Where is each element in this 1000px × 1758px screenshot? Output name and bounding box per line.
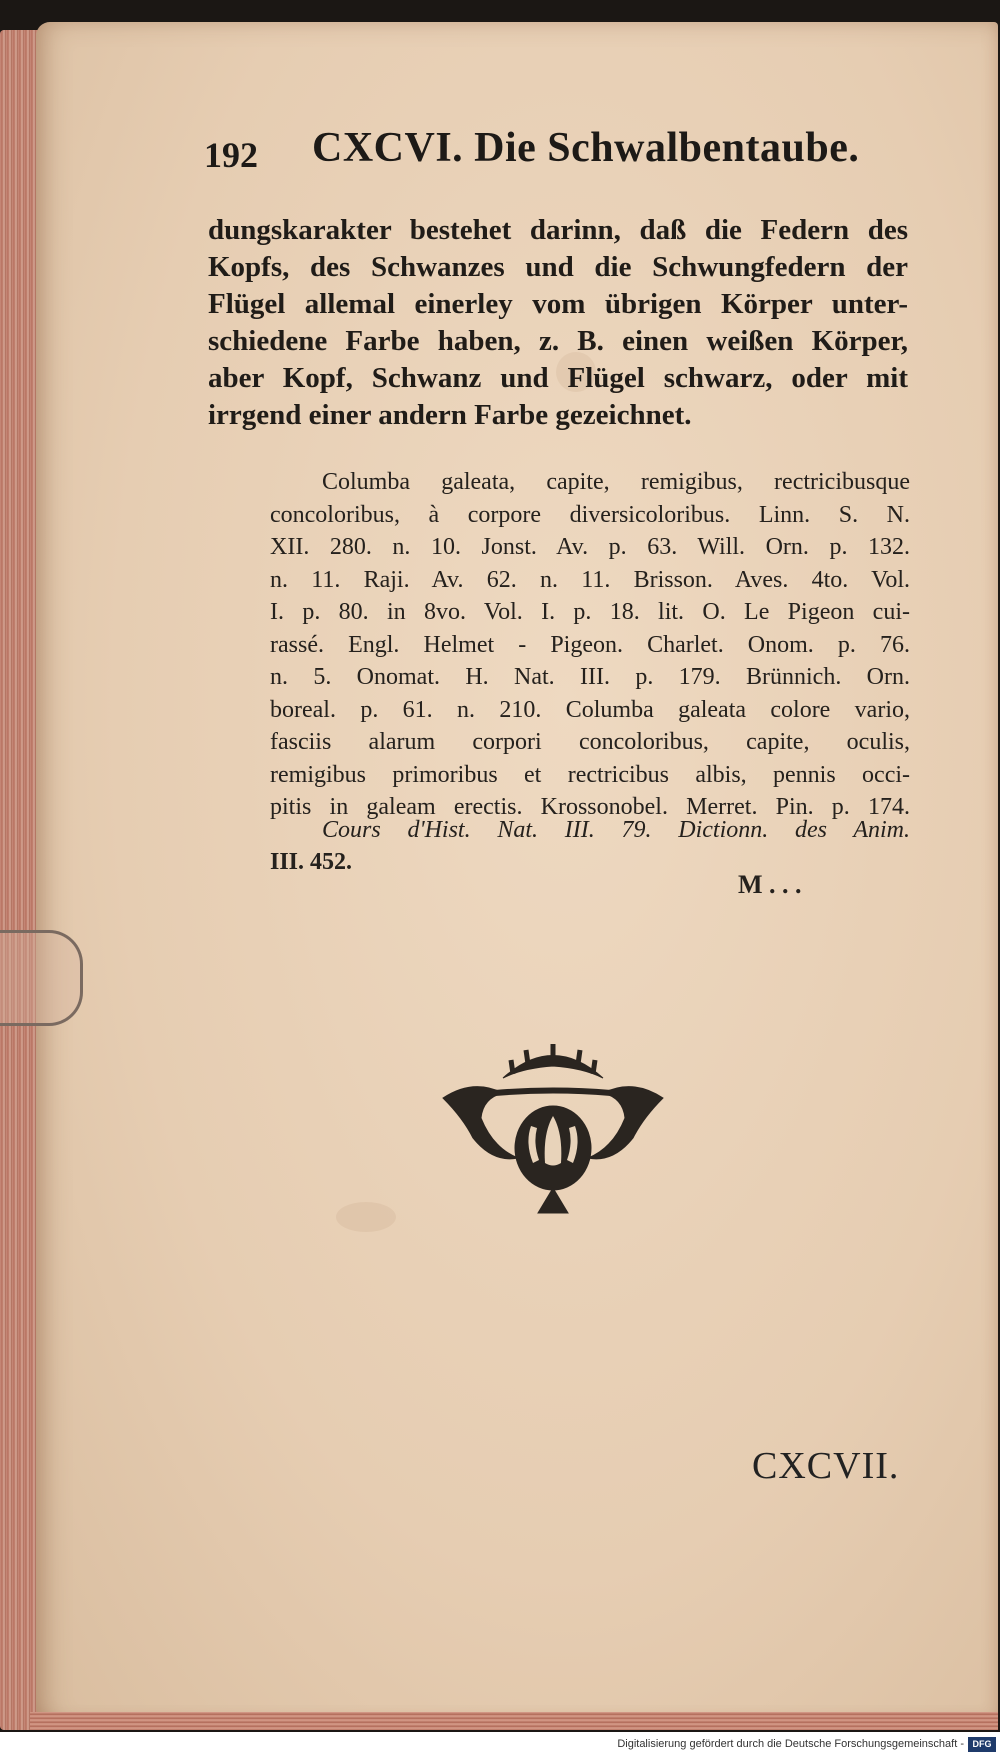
- latin-line: n. 5. Onomat. H. Nat. III. p. 179. Brünnich. Orn.: [270, 664, 910, 690]
- bookmark-tab: [0, 930, 83, 1026]
- german-line: aber Kopf, Schwanz und Flügel schwarz, oder mit: [208, 362, 908, 394]
- latin-line: remigibus primoribus et rectricibus albis, pennis occi-: [270, 761, 910, 788]
- chapter-title: CXCVI. Die Schwalbentaube.: [312, 125, 860, 171]
- latin-synonymy: [270, 466, 910, 824]
- latin-line: pitis in galeam erectis. Krossonobel. Merret. Pin. p. 174.: [270, 794, 910, 820]
- german-paragraph: [208, 212, 908, 434]
- page-header: [204, 124, 860, 188]
- latin-line: I. p. 80. in 8vo. Vol. I. p. 18. lit. O. Le Pigeon cui-: [270, 599, 910, 625]
- references: [270, 814, 910, 878]
- german-line: schiedene Farbe haben, z. B. einen weißen Körper,: [208, 325, 908, 357]
- latin-line: concoloribus, à corpore diversicoloribus. Linn. S. N.: [270, 501, 910, 528]
- latin-line: rassé. Engl. Helmet - Pigeon. Charlet. Onom. p. 76.: [270, 631, 910, 658]
- book-bottom-edge: [30, 1712, 998, 1730]
- latin-line: Columba galeata, capite, remigibus, rectricibusque: [322, 469, 910, 495]
- latin-line: n. 11. Raji. Av. 62. n. 11. Brisson. Aves. 4to. Vol.: [270, 566, 910, 593]
- reference-line: Cours d'Hist. Nat. III. 79. Dictionn. des Anim.: [322, 817, 910, 843]
- reference-line: III. 452.: [270, 849, 353, 875]
- latin-line: XII. 280. n. 10. Jonst. Av. p. 63. Will. Orn. p. 132.: [270, 534, 910, 560]
- dfg-logo: DFG: [968, 1737, 996, 1752]
- german-line: Flügel allemal einerley vom übrigen Körper unter-: [208, 288, 908, 320]
- latin-line: fasciis alarum corpori concoloribus, capite, oculis,: [270, 729, 910, 755]
- catchword-mid: M . . .: [738, 870, 802, 899]
- german-line: irrgend einer andern Farbe gezeichnet.: [208, 399, 692, 431]
- ornament-vignette: [433, 1038, 673, 1218]
- german-line: dungskarakter bestehet darinn, daß die Federn des: [208, 214, 908, 246]
- footer-bar: [0, 1732, 1000, 1758]
- page-number: 192: [204, 135, 258, 175]
- catchword-next-chapter: CXCVII.: [752, 1445, 900, 1487]
- latin-line: boreal. p. 61. n. 210. Columba galeata colore vario,: [270, 696, 910, 723]
- funding-credit: Digitalisierung gefördert durch die Deutsche Forschungsgemeinschaft -: [617, 1738, 964, 1750]
- german-line: Kopfs, des Schwanzes und die Schwungfedern der: [208, 251, 908, 283]
